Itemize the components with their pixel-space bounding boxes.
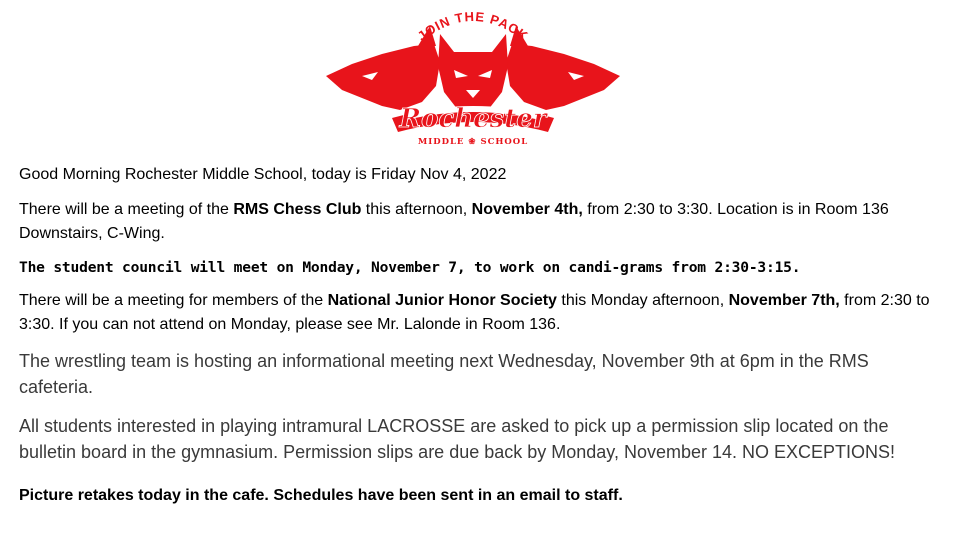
chess-club-name: RMS Chess Club [233, 201, 362, 218]
text-segment: this afternoon, [361, 201, 472, 218]
text-segment: this Monday afternoon, [556, 292, 729, 309]
announcements [19, 164, 944, 507]
text-segment: from 2:30 to 3:30. If you can not attend on Monday, please see Mr. Lalonde in Room 136. [19, 292, 930, 333]
njhs-date: November 7th, [728, 292, 840, 309]
picture-retakes-announcement: Picture retakes today in the cafe. Schedules have been sent in an email to staff. [19, 487, 623, 504]
logo-top-text: JOIN THE PACK [414, 8, 532, 44]
text-segment: There will be a meeting for members of the [19, 292, 328, 309]
wrestling-announcement: The wrestling team is hosting an informational meeting next Wednesday, November 9th at 6pm in the RMS cafeteria. [19, 351, 869, 397]
logo-script-text: Rochester [399, 104, 547, 134]
chess-club-announcement [19, 198, 944, 246]
chess-club-date: November 4th, [471, 201, 583, 218]
text-segment: from 2:30 to 3:30. Location is in Room 136 Downstairs, C-Wing. [19, 201, 889, 242]
greeting: Good Morning Rochester Middle School, today is Friday Nov 4, 2022 [19, 166, 507, 183]
student-council-announcement: The student council will meet on Monday, November 7, to work on candi-grams from 2:30-3:15. [19, 259, 801, 276]
lacrosse-announcement: All students interested in playing intramural LACROSSE are asked to pick up a permission slip located on the bulletin board in the gymnasium. Permission slips are due back by Monday, November 14. NO EXCEPTIONS! [19, 416, 896, 462]
text-segment: There will be a meeting of the [19, 201, 234, 218]
njhs-announcement [19, 289, 944, 337]
logo-bottom-text: MIDDLE ❀ SCHOOL [417, 137, 529, 147]
njhs-name: National Junior Honor Society [327, 292, 557, 309]
rochester-wolfpack-logo [322, 6, 624, 150]
